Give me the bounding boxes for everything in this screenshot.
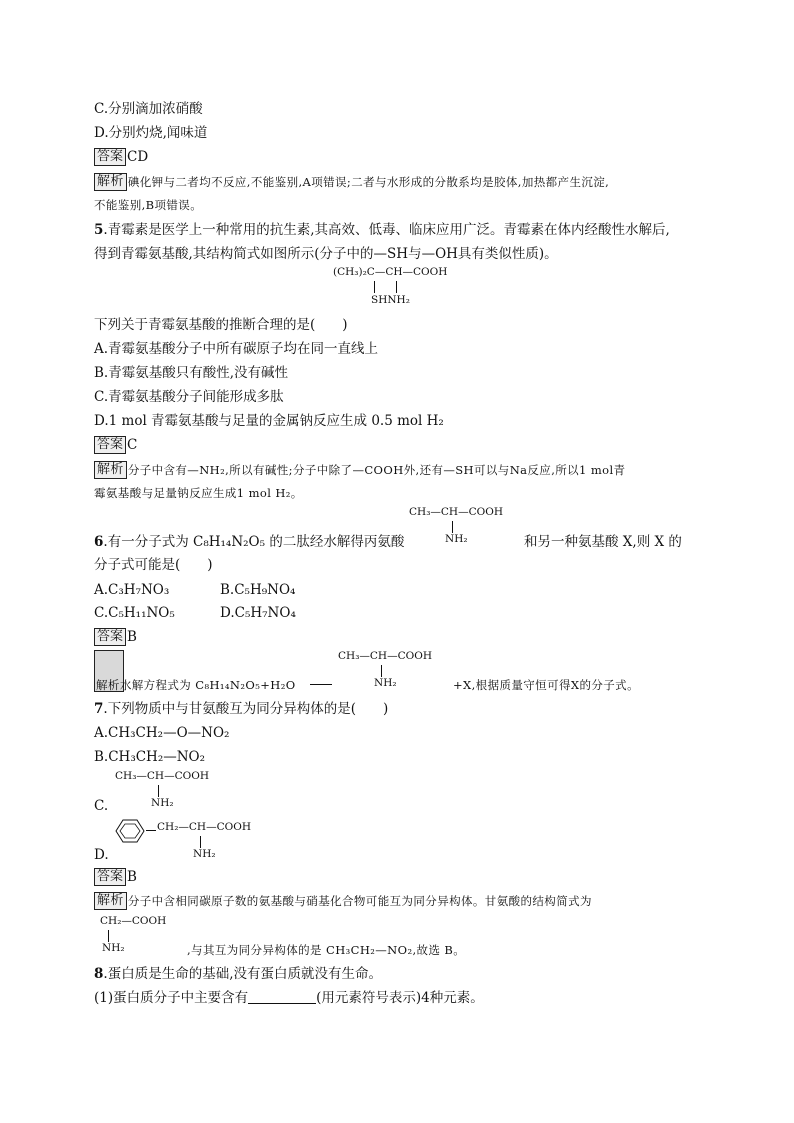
q5-option-c: C.青霉氨基酸分子间能形成多肽 (94, 389, 284, 405)
q5-answer: C (127, 437, 138, 453)
q5-answer-line (94, 436, 137, 454)
q7-analysis-text-1: 分子中含相同碳原子数的氨基酸与硝基化合物可能互为同分异构体。甘氨酸的结构简式为 (127, 894, 592, 908)
q8-stem-line (94, 965, 382, 983)
q7-c-bond (158, 785, 159, 797)
q7-option-a: A.CH₃CH₂—O—NO₂ (94, 725, 230, 741)
q6-answer-line (94, 628, 137, 646)
q7-analysis-line (94, 892, 592, 910)
q5-stem-line-1 (94, 221, 670, 239)
q7-option-c-structure (115, 770, 245, 810)
q6-product-main: CH₃—CH—COOH (338, 650, 432, 662)
q8-sub1-suffix: (用元素符号表示)4种元素。 (316, 990, 484, 1006)
q6-option-a: A.C₃H₇NO₃ (94, 582, 170, 598)
q5-structure (333, 266, 483, 310)
q4-analysis-text-1: 碘化钾与二者均不反应,不能鉴别,A项错误;二者与水形成的分散系均是胶体,加热都产生沉淀, (127, 175, 610, 189)
q5-analysis-text-2: 霉氨基酸与足量钠反应生成1 mol H₂。 (94, 486, 303, 500)
analysis-tag: 解析 (94, 173, 127, 191)
q6-alanine-structure (409, 506, 529, 546)
q7-answer: B (127, 869, 137, 885)
q7-number: 7 (94, 701, 104, 717)
q7-option-d-label: D. (94, 847, 109, 863)
answer-tag: 答案 (94, 436, 126, 454)
q7-option-d-sub: NH₂ (193, 848, 216, 860)
q6-option-b: B.C₅H₉NO₄ (220, 582, 296, 598)
q5-analysis-text-1: 分子中含有—NH₂,所以有碱性;分子中除了—COOH外,还有—SH可以与Na反应,所以1 mol青 (127, 463, 626, 477)
q5-question: 下列关于青霉氨基酸的推断合理的是( ) (94, 317, 348, 333)
q6-number: 6 (94, 534, 104, 550)
reaction-arrow (310, 684, 332, 685)
analysis-tag: 解析 (96, 678, 120, 692)
q4-analysis-line (94, 173, 609, 191)
analysis-tag: 解析 (94, 892, 127, 910)
q5-bond-1 (374, 281, 375, 293)
q6-stem-text-2: 和另一种氨基酸 X,则 X 的 (524, 534, 682, 550)
q6-product-sub: NH₂ (374, 677, 397, 689)
q4-answer-line (94, 148, 148, 166)
q7-d-bond (200, 836, 201, 848)
q7-option-d-main: CH₂—CH—COOH (157, 821, 251, 833)
answer-tag: 答案 (94, 628, 126, 646)
q6-option-d: D.C₅H₇NO₄ (220, 605, 296, 621)
q5-option-d: D.1 mol 青霉氨基酸与足量的金属钠反应生成 0.5 mol H₂ (94, 413, 444, 429)
q6-alanine-sub: NH₂ (445, 533, 468, 545)
q6-answer: B (127, 629, 137, 645)
q7-option-c-main: CH₃—CH—COOH (115, 770, 209, 782)
q4-analysis-text-2: 不能鉴别,B项错误。 (94, 198, 203, 212)
q7-option-c-sub: NH₂ (151, 797, 174, 809)
q6-analysis-line (96, 676, 296, 694)
q6-product-structure (338, 650, 458, 690)
benzene-ring-icon (114, 818, 146, 844)
q4-option-c: C.分别滴加浓硝酸 (94, 101, 203, 117)
q7-option-d-structure (157, 821, 287, 861)
q6-analysis-text-2: +X,根据质量守恒可得X的分子式。 (453, 678, 639, 692)
q6-stem-text-1: .有一分子式为 C₈H₁₄N₂O₅ 的二肽经水解得丙氨酸 (103, 534, 405, 550)
answer-blank[interactable] (248, 989, 316, 1004)
q7-stem-text: .下列物质中与甘氨酸互为同分异构体的是( ) (103, 701, 389, 717)
q6-product-bond (381, 665, 382, 677)
q5-option-a: A.青霉氨基酸分子中所有碳原子均在同一直线上 (94, 341, 379, 357)
q8-number: 8 (94, 966, 104, 982)
q8-subquestion-1 (94, 989, 484, 1007)
q6-bond (452, 521, 453, 533)
q7-option-b: B.CH₃CH₂—NO₂ (94, 749, 206, 765)
glycine-sub: NH₂ (102, 942, 125, 954)
q5-stem-line-2: 得到青霉氨基酸,其结构简式如图所示(分子中的—SH与—OH具有类似性质)。 (94, 246, 558, 262)
q8-stem-text: .蛋白质是生命的基础,没有蛋白质就没有生命。 (103, 966, 382, 982)
analysis-tag: 解析 (94, 461, 127, 479)
glycine-bond (108, 930, 109, 942)
q6-analysis-text-1: 水解方程式为 C₈H₁₄N₂O₅+H₂O (119, 678, 296, 692)
q7-answer-line (94, 868, 137, 886)
phenyl-bond (146, 830, 156, 831)
q6-option-c: C.C₅H₁₁NO₅ (94, 605, 175, 621)
q7-stem-line (94, 700, 388, 718)
q5-structure-main: (CH₃)₂C—CH—COOH (333, 266, 448, 278)
q7-option-c-label: C. (94, 798, 109, 814)
q6-stem-line-1 (94, 533, 404, 551)
q8-sub1-prefix: (1)蛋白质分子中主要含有 (94, 990, 249, 1006)
q5-structure-sub: SHNH₂ (371, 294, 410, 306)
answer-tag: 答案 (94, 148, 126, 166)
q5-stem-text-1: .青霉素是医学上一种常用的抗生素,其高效、低毒、临床应用广泛。青霉素在体内经酸性水解后, (103, 222, 670, 238)
q4-answer: CD (127, 149, 149, 165)
q5-bond-2 (396, 281, 397, 293)
q6-alanine-main: CH₃—CH—COOH (409, 506, 503, 518)
glycine-structure (100, 915, 200, 955)
q5-analysis-line (94, 461, 625, 479)
q7-analysis-text-2: ,与其互为同分异构体的是 CH₃CH₂—NO₂,故选 B。 (187, 943, 466, 957)
glycine-main: CH₂—COOH (100, 915, 167, 927)
q6-stem-line-2: 分子式可能是( ) (94, 557, 213, 573)
q5-option-b: B.青霉氨基酸只有酸性,没有碱性 (94, 365, 289, 381)
q5-number: 5 (94, 222, 104, 238)
answer-tag: 答案 (94, 868, 126, 886)
q4-option-d: D.分别灼烧,闻味道 (94, 125, 208, 141)
